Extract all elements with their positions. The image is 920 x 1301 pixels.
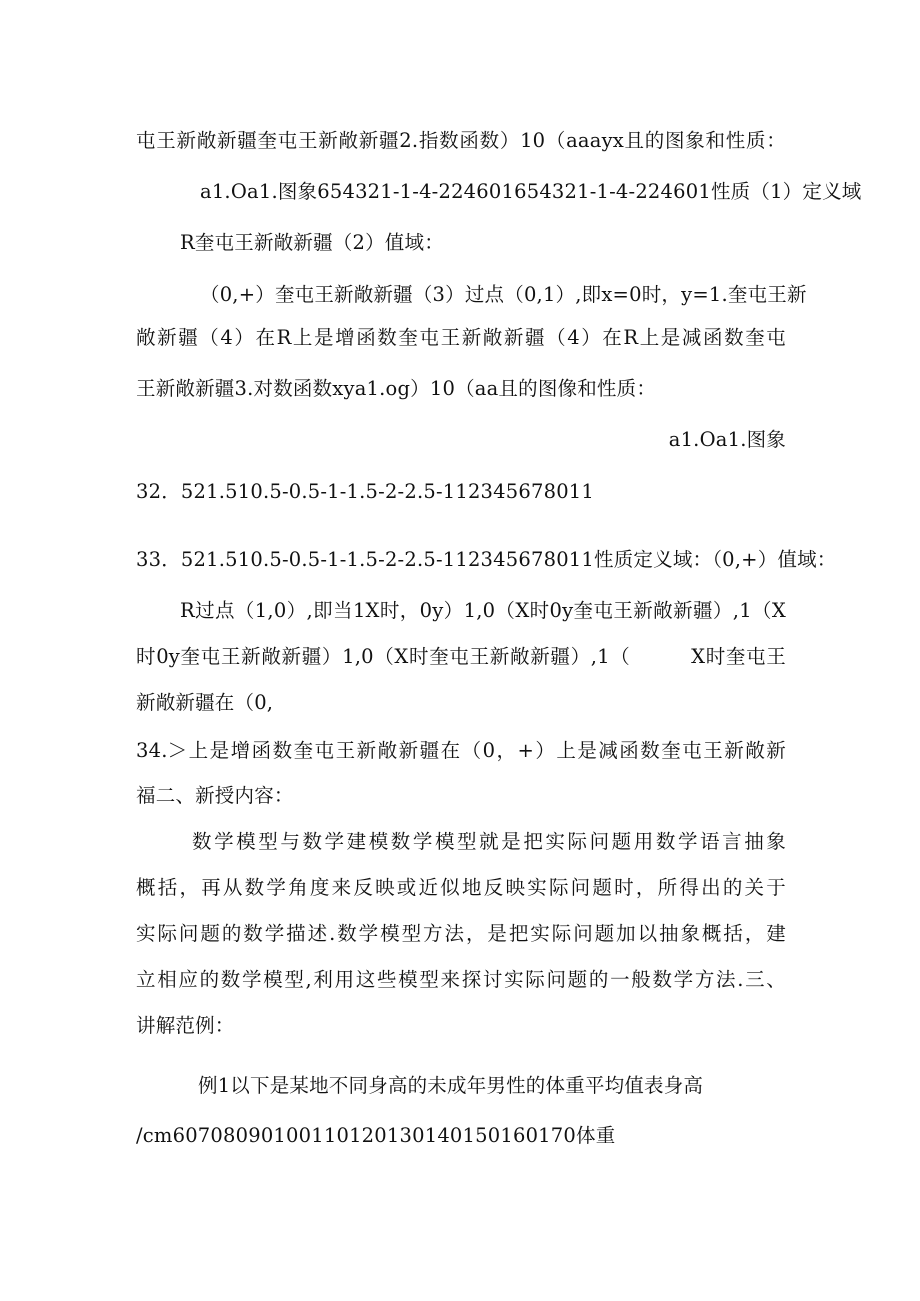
text-line-2: a1.Oa1.图象654321-1-4-224601654321-1-4-224601性质（1）定义域 [200, 180, 862, 203]
text-line-9: 33．521.510.5-0.5-1-1.5-2-2.5-112345678011性质定义域：（0,+）值域： [136, 548, 837, 571]
text-line-3: R奎屯王新敞新疆（2）值域： [180, 231, 444, 254]
text-line-1: 屯王新敞新疆奎屯王新敞新疆2.指数函数）10（aaayx且的图象和性质： [136, 129, 786, 152]
text-line-20: 例1以下是某地不同身高的未成年男性的体重平均值表身高 [198, 1074, 704, 1097]
text-line-19: 讲解范例： [136, 1014, 235, 1037]
text-line-10: R过点（1,0）,即当1X时，0y）1,0（X时0y奎屯王新敞新疆）,1（X [180, 599, 786, 622]
text-line-7: a1.Oa1.图象 [668, 428, 786, 451]
text-line-15: 数学模型与数学建模数学模型就是把实际问题用数学语言抽象 [192, 830, 786, 853]
text-line-13: 34.＞上是增函数奎屯王新敞新疆在（0，+）上是减函数奎屯王新敞新 [136, 739, 786, 762]
text-line-5: 敞新疆（4）在R上是增函数奎屯王新敞新疆（4）在R上是减函数奎屯 [136, 326, 786, 349]
text-line-17: 实际问题的数学描述.数学模型方法，是把实际问题加以抽象概括，建 [136, 922, 786, 945]
text-line-21: /cm60708090100110120130140150160170体重 [136, 1124, 616, 1147]
text-line-16: 概括，再从数学角度来反映或近似地反映实际问题时，所得出的关于 [136, 876, 786, 899]
text-line-6: 王新敞新疆3.对数函数xya1.og）10（aa且的图像和性质： [136, 377, 657, 400]
text-line-4: （0,+）奎屯王新敞新疆（3）过点（0,1）,即x=0时，y=1.奎屯王新 [200, 283, 807, 306]
text-line-12: 新敞新疆在（0, [136, 691, 274, 714]
text-line-14: 福二、新授内容： [136, 784, 294, 807]
text-line-8: 32．521.510.5-0.5-1-1.5-2-2.5-112345678011 [136, 480, 595, 503]
text-line-18: 立相应的数学模型,利用这些模型来探讨实际问题的一般数学方法.三、 [136, 968, 786, 991]
text-line-11: 时0y奎屯王新敞新疆）1,0（X时奎屯王新敞新疆）,1（ X时奎屯王 [136, 645, 786, 668]
